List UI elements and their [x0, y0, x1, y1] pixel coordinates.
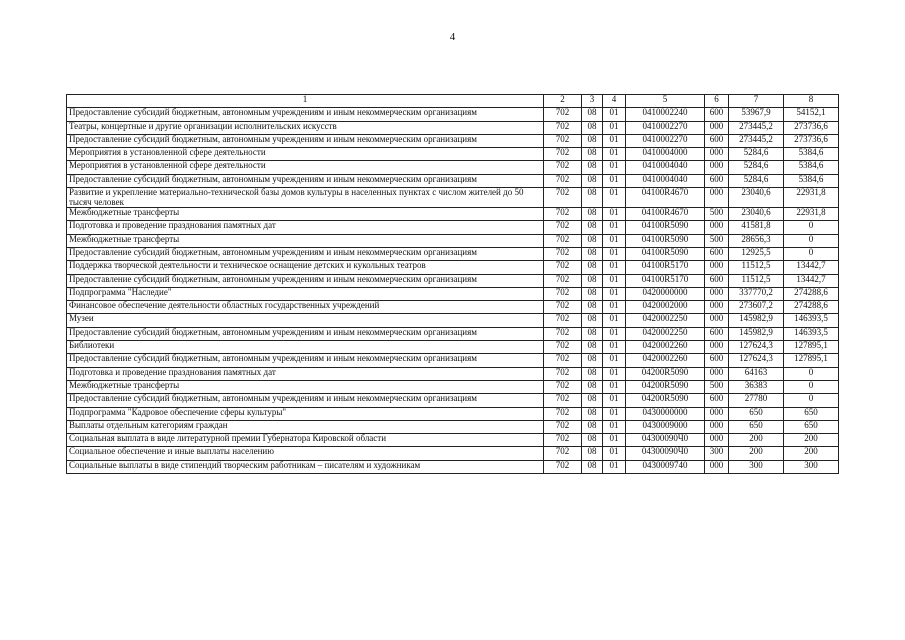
admin-code-cell: 702: [544, 380, 582, 393]
section-code-cell: 08: [582, 221, 603, 234]
item-name-cell: Предоставление субсидий бюджетным, автономным учреждениям и иным некоммерческим организациям: [67, 247, 544, 260]
expense-type-cell: 000: [705, 188, 729, 208]
subsection-code-cell: 01: [603, 108, 626, 121]
target-article-cell: 04100R5090: [626, 221, 705, 234]
expense-type-cell: 600: [705, 108, 729, 121]
amount-year1-cell: 200: [729, 434, 784, 447]
amount-year2-cell: 5384,6: [784, 174, 839, 187]
section-code-cell: 08: [582, 314, 603, 327]
expense-type-cell: 000: [705, 261, 729, 274]
subsection-code-cell: 01: [603, 274, 626, 287]
target-article-cell: 0410004040: [626, 174, 705, 187]
amount-year1-cell: 28656,3: [729, 234, 784, 247]
amount-year2-cell: 200: [784, 447, 839, 460]
subsection-code-cell: 01: [603, 121, 626, 134]
section-code-cell: 08: [582, 327, 603, 340]
section-code-cell: 08: [582, 261, 603, 274]
table-row: [67, 380, 839, 393]
item-name-cell: Социальные выплаты в виде стипендий творческим работникам – писателям и художникам: [67, 460, 544, 473]
table-row: [67, 134, 839, 147]
item-name-cell: Предоставление субсидий бюджетным, автономным учреждениям и иным некоммерческим организациям: [67, 274, 544, 287]
header-cell: 3: [582, 95, 603, 108]
item-name-cell: Подпрограмма "Наследие": [67, 287, 544, 300]
section-code-cell: 08: [582, 460, 603, 473]
admin-code-cell: 702: [544, 108, 582, 121]
expense-type-cell: 000: [705, 121, 729, 134]
amount-year1-cell: 145982,9: [729, 327, 784, 340]
amount-year1-cell: 300: [729, 460, 784, 473]
amount-year1-cell: 11512,5: [729, 261, 784, 274]
admin-code-cell: 702: [544, 301, 582, 314]
section-code-cell: 08: [582, 188, 603, 208]
amount-year1-cell: 41581,8: [729, 221, 784, 234]
table-row: [67, 108, 839, 121]
amount-year2-cell: 0: [784, 380, 839, 393]
target-article-cell: 04200R5090: [626, 394, 705, 407]
item-name-cell: Мероприятия в установленной сфере деятельности: [67, 148, 544, 161]
item-name-cell: Межбюджетные трансферты: [67, 208, 544, 221]
item-name-cell: Подготовка и проведение празднования памятных дат: [67, 221, 544, 234]
target-article-cell: 04100R5090: [626, 247, 705, 260]
admin-code-cell: 702: [544, 447, 582, 460]
item-name-cell: Предоставление субсидий бюджетным, автономным учреждениям и иным некоммерческим организациям: [67, 394, 544, 407]
item-name-cell: Выплаты отдельным категориям граждан: [67, 420, 544, 433]
subsection-code-cell: 01: [603, 148, 626, 161]
item-name-cell: Библиотеки: [67, 341, 544, 354]
header-row: [67, 95, 839, 108]
amount-year1-cell: 5284,6: [729, 161, 784, 174]
subsection-code-cell: 01: [603, 327, 626, 340]
admin-code-cell: 702: [544, 188, 582, 208]
target-article-cell: 0420002260: [626, 341, 705, 354]
target-article-cell: 04100R5170: [626, 261, 705, 274]
table-row: [67, 460, 839, 473]
amount-year1-cell: 27780: [729, 394, 784, 407]
amount-year1-cell: 23040,6: [729, 188, 784, 208]
amount-year1-cell: 23040,6: [729, 208, 784, 221]
table-row: [67, 367, 839, 380]
header-cell: 7: [729, 95, 784, 108]
admin-code-cell: 702: [544, 261, 582, 274]
amount-year2-cell: 274288,6: [784, 301, 839, 314]
amount-year1-cell: 273445,2: [729, 134, 784, 147]
subsection-code-cell: 01: [603, 341, 626, 354]
target-article-cell: 0430009740: [626, 460, 705, 473]
table-row: [67, 407, 839, 420]
amount-year2-cell: 127895,1: [784, 341, 839, 354]
expense-type-cell: 600: [705, 394, 729, 407]
subsection-code-cell: 01: [603, 221, 626, 234]
subsection-code-cell: 01: [603, 234, 626, 247]
table-row: [67, 287, 839, 300]
amount-year1-cell: 12925,5: [729, 247, 784, 260]
expense-type-cell: 000: [705, 148, 729, 161]
amount-year1-cell: 273607,2: [729, 301, 784, 314]
target-article-cell: 0420002000: [626, 301, 705, 314]
amount-year2-cell: 22931,8: [784, 208, 839, 221]
amount-year2-cell: 650: [784, 420, 839, 433]
amount-year2-cell: 5384,6: [784, 161, 839, 174]
expense-type-cell: 500: [705, 380, 729, 393]
section-code-cell: 08: [582, 121, 603, 134]
item-name-cell: Мероприятия в установленной сфере деятельности: [67, 161, 544, 174]
admin-code-cell: 702: [544, 234, 582, 247]
subsection-code-cell: 01: [603, 380, 626, 393]
amount-year1-cell: 36383: [729, 380, 784, 393]
table-row: [67, 148, 839, 161]
target-article-cell: 04100R5170: [626, 274, 705, 287]
item-name-cell: Подпрограмма "Кадровое обеспечение сферы культуры": [67, 407, 544, 420]
target-article-cell: 0420002260: [626, 354, 705, 367]
target-article-cell: 04100R5090: [626, 234, 705, 247]
expense-type-cell: 600: [705, 274, 729, 287]
amount-year2-cell: 0: [784, 367, 839, 380]
item-name-cell: Финансовое обеспечение деятельности областных государственных учреждений: [67, 301, 544, 314]
admin-code-cell: 702: [544, 121, 582, 134]
amount-year2-cell: 0: [784, 394, 839, 407]
table-body: [67, 108, 839, 474]
expense-type-cell: 000: [705, 287, 729, 300]
subsection-code-cell: 01: [603, 247, 626, 260]
subsection-code-cell: 01: [603, 460, 626, 473]
admin-code-cell: 702: [544, 367, 582, 380]
target-article-cell: 04300090Ч0: [626, 434, 705, 447]
table-row: [67, 261, 839, 274]
section-code-cell: 08: [582, 161, 603, 174]
subsection-code-cell: 01: [603, 354, 626, 367]
section-code-cell: 08: [582, 380, 603, 393]
table-row: [67, 247, 839, 260]
section-code-cell: 08: [582, 234, 603, 247]
admin-code-cell: 702: [544, 407, 582, 420]
amount-year2-cell: 300: [784, 460, 839, 473]
expense-type-cell: 500: [705, 234, 729, 247]
amount-year2-cell: 0: [784, 221, 839, 234]
expense-type-cell: 000: [705, 434, 729, 447]
amount-year1-cell: 53967,9: [729, 108, 784, 121]
amount-year2-cell: 22931,8: [784, 188, 839, 208]
table-row: [67, 314, 839, 327]
table-row: [67, 274, 839, 287]
admin-code-cell: 702: [544, 274, 582, 287]
amount-year1-cell: 273445,2: [729, 121, 784, 134]
header-cell: 8: [784, 95, 839, 108]
header-cell: 2: [544, 95, 582, 108]
table-row: [67, 341, 839, 354]
amount-year1-cell: 650: [729, 407, 784, 420]
section-code-cell: 08: [582, 434, 603, 447]
amount-year2-cell: 54152,1: [784, 108, 839, 121]
amount-year1-cell: 145982,9: [729, 314, 784, 327]
target-article-cell: 0430000000: [626, 407, 705, 420]
target-article-cell: 0410002270: [626, 121, 705, 134]
amount-year1-cell: 5284,6: [729, 148, 784, 161]
admin-code-cell: 702: [544, 420, 582, 433]
target-article-cell: 04100R4670: [626, 208, 705, 221]
expense-type-cell: 000: [705, 161, 729, 174]
subsection-code-cell: 01: [603, 420, 626, 433]
item-name-cell: Межбюджетные трансферты: [67, 234, 544, 247]
amount-year1-cell: 200: [729, 447, 784, 460]
target-article-cell: 0410002240: [626, 108, 705, 121]
section-code-cell: 08: [582, 341, 603, 354]
admin-code-cell: 702: [544, 341, 582, 354]
target-article-cell: 0430009000: [626, 420, 705, 433]
section-code-cell: 08: [582, 134, 603, 147]
header-cell: 4: [603, 95, 626, 108]
subsection-code-cell: 01: [603, 174, 626, 187]
amount-year1-cell: 5284,6: [729, 174, 784, 187]
amount-year2-cell: 273736,6: [784, 121, 839, 134]
target-article-cell: 04100R4670: [626, 188, 705, 208]
item-name-cell: Предоставление субсидий бюджетным, автономным учреждениям и иным некоммерческим организациям: [67, 327, 544, 340]
table-row: [67, 420, 839, 433]
item-name-cell: Межбюджетные трансферты: [67, 380, 544, 393]
subsection-code-cell: 01: [603, 434, 626, 447]
target-article-cell: 0410004000: [626, 148, 705, 161]
item-name-cell: Развитие и укрепление материально-технической базы домов культуры в населенных пунктах с числом жителей до 50 тысяч человек: [67, 188, 544, 208]
amount-year1-cell: 337770,2: [729, 287, 784, 300]
section-code-cell: 08: [582, 148, 603, 161]
amount-year2-cell: 5384,6: [784, 148, 839, 161]
expense-type-cell: 600: [705, 327, 729, 340]
expense-type-cell: 500: [705, 208, 729, 221]
table-row: [67, 434, 839, 447]
table-row: [67, 394, 839, 407]
table-row: [67, 161, 839, 174]
amount-year1-cell: 11512,5: [729, 274, 784, 287]
amount-year1-cell: 127624,3: [729, 354, 784, 367]
item-name-cell: Предоставление субсидий бюджетным, автономным учреждениям и иным некоммерческим организациям: [67, 108, 544, 121]
target-article-cell: 04300090Ч0: [626, 447, 705, 460]
table-row: [67, 174, 839, 187]
item-name-cell: Социальное обеспечение и иные выплаты населению: [67, 447, 544, 460]
subsection-code-cell: 01: [603, 367, 626, 380]
admin-code-cell: 702: [544, 247, 582, 260]
target-article-cell: 0420000000: [626, 287, 705, 300]
subsection-code-cell: 01: [603, 447, 626, 460]
amount-year2-cell: 0: [784, 234, 839, 247]
expense-type-cell: 000: [705, 314, 729, 327]
table-row: [67, 221, 839, 234]
subsection-code-cell: 01: [603, 407, 626, 420]
target-article-cell: 0410002270: [626, 134, 705, 147]
expense-type-cell: 600: [705, 247, 729, 260]
table-row: [67, 234, 839, 247]
section-code-cell: 08: [582, 447, 603, 460]
admin-code-cell: 702: [544, 148, 582, 161]
section-code-cell: 08: [582, 174, 603, 187]
subsection-code-cell: 01: [603, 208, 626, 221]
admin-code-cell: 702: [544, 287, 582, 300]
expense-type-cell: 300: [705, 447, 729, 460]
subsection-code-cell: 01: [603, 394, 626, 407]
admin-code-cell: 702: [544, 161, 582, 174]
amount-year2-cell: 13442,7: [784, 274, 839, 287]
section-code-cell: 08: [582, 420, 603, 433]
budget-table: [66, 94, 839, 474]
amount-year2-cell: 200: [784, 434, 839, 447]
table-row: [67, 354, 839, 367]
admin-code-cell: 702: [544, 221, 582, 234]
table-row: [67, 208, 839, 221]
header-cell: 6: [705, 95, 729, 108]
expense-type-cell: 000: [705, 341, 729, 354]
target-article-cell: 04200R5090: [626, 367, 705, 380]
admin-code-cell: 702: [544, 208, 582, 221]
expense-type-cell: 000: [705, 460, 729, 473]
item-name-cell: Социальная выплата в виде литературной премии Губернатора Кировской области: [67, 434, 544, 447]
amount-year1-cell: 127624,3: [729, 341, 784, 354]
target-article-cell: 0420002250: [626, 314, 705, 327]
section-code-cell: 08: [582, 354, 603, 367]
amount-year2-cell: 127895,1: [784, 354, 839, 367]
expense-type-cell: 600: [705, 134, 729, 147]
page-number: 4: [449, 31, 456, 43]
table-row: [67, 188, 839, 208]
amount-year2-cell: 146393,5: [784, 327, 839, 340]
subsection-code-cell: 01: [603, 301, 626, 314]
table-row: [67, 121, 839, 134]
expense-type-cell: 600: [705, 174, 729, 187]
subsection-code-cell: 01: [603, 287, 626, 300]
section-code-cell: 08: [582, 301, 603, 314]
admin-code-cell: 702: [544, 460, 582, 473]
item-name-cell: Предоставление субсидий бюджетным, автономным учреждениям и иным некоммерческим организациям: [67, 174, 544, 187]
expense-type-cell: 000: [705, 407, 729, 420]
section-code-cell: 08: [582, 247, 603, 260]
item-name-cell: Предоставление субсидий бюджетным, автономным учреждениям и иным некоммерческим организациям: [67, 354, 544, 367]
amount-year2-cell: 13442,7: [784, 261, 839, 274]
item-name-cell: Театры, концертные и другие организации исполнительских искусств: [67, 121, 544, 134]
section-code-cell: 08: [582, 367, 603, 380]
subsection-code-cell: 01: [603, 188, 626, 208]
item-name-cell: Подготовка и проведение празднования памятных дат: [67, 367, 544, 380]
table-row: [67, 327, 839, 340]
amount-year1-cell: 650: [729, 420, 784, 433]
amount-year2-cell: 0: [784, 247, 839, 260]
expense-type-cell: 000: [705, 221, 729, 234]
target-article-cell: 0410004040: [626, 161, 705, 174]
target-article-cell: 04200R5090: [626, 380, 705, 393]
amount-year2-cell: 650: [784, 407, 839, 420]
admin-code-cell: 702: [544, 394, 582, 407]
admin-code-cell: 702: [544, 314, 582, 327]
amount-year1-cell: 64163: [729, 367, 784, 380]
expense-type-cell: 600: [705, 354, 729, 367]
section-code-cell: 08: [582, 287, 603, 300]
table-row: [67, 301, 839, 314]
section-code-cell: 08: [582, 274, 603, 287]
amount-year2-cell: 273736,6: [784, 134, 839, 147]
section-code-cell: 08: [582, 208, 603, 221]
item-name-cell: Музеи: [67, 314, 544, 327]
amount-year2-cell: 146393,5: [784, 314, 839, 327]
target-article-cell: 0420002250: [626, 327, 705, 340]
expense-type-cell: 000: [705, 367, 729, 380]
amount-year2-cell: 274288,6: [784, 287, 839, 300]
section-code-cell: 08: [582, 394, 603, 407]
admin-code-cell: 702: [544, 434, 582, 447]
header-cell: 1: [67, 95, 544, 108]
header-cell: 5: [626, 95, 705, 108]
table-row: [67, 447, 839, 460]
admin-code-cell: 702: [544, 134, 582, 147]
expense-type-cell: 000: [705, 301, 729, 314]
expense-type-cell: 000: [705, 420, 729, 433]
subsection-code-cell: 01: [603, 161, 626, 174]
subsection-code-cell: 01: [603, 261, 626, 274]
subsection-code-cell: 01: [603, 314, 626, 327]
admin-code-cell: 702: [544, 354, 582, 367]
subsection-code-cell: 01: [603, 134, 626, 147]
section-code-cell: 08: [582, 108, 603, 121]
item-name-cell: Поддержка творческой деятельности и техническое оснащение детских и кукольных театров: [67, 261, 544, 274]
section-code-cell: 08: [582, 407, 603, 420]
admin-code-cell: 702: [544, 174, 582, 187]
admin-code-cell: 702: [544, 327, 582, 340]
item-name-cell: Предоставление субсидий бюджетным, автономным учреждениям и иным некоммерческим организациям: [67, 134, 544, 147]
